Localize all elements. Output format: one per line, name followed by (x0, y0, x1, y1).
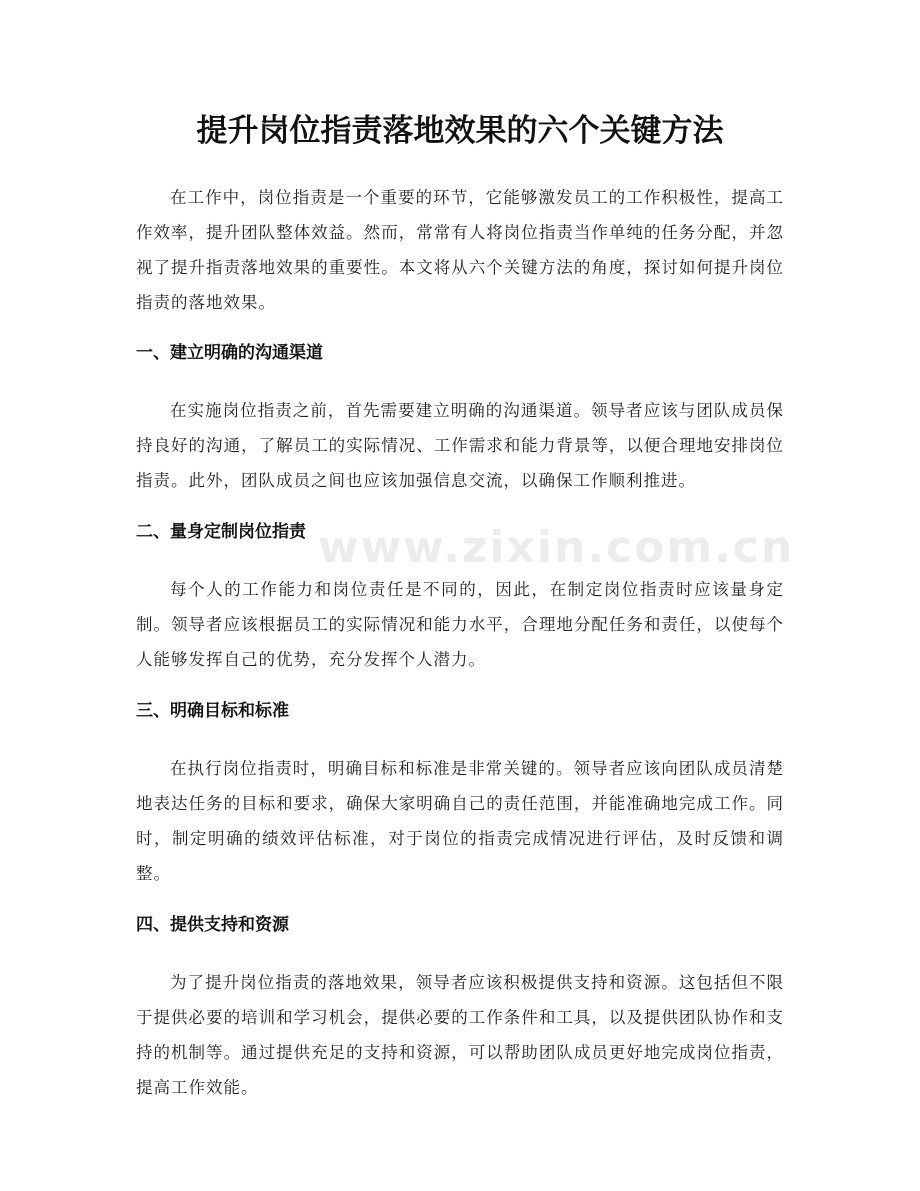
section-paragraph-3: 在执行岗位指责时，明确目标和标准是非常关键的。领导者应该向团队成员清楚地表达任务的目标和要求，确保大家明确自己的责任范围，并能准确地完成工作。同时，制定明确的绩效评估标准，对于岗位的指责完成情况进行评估，及时反馈和调整。 (136, 759, 784, 883)
section-heading-2: 二、量身定制岗位指责 (136, 522, 306, 542)
intro-paragraph: 在工作中，岗位指责是一个重要的环节，它能够激发员工的工作积极性，提高工作效率，提升团队整体效益。然而，常常有人将岗位指责当作单纯的任务分配，并忽视了提升指责落地效果的重要性。本文将从六个关键方法的角度，探讨如何提升岗位指责的落地效果。 (136, 188, 784, 312)
watermark: www.zixin.com.cn (318, 522, 795, 573)
document-title: 提升岗位指责落地效果的六个关键方法 (196, 113, 724, 149)
section-paragraph-2: 每个人的工作能力和岗位责任是不同的，因此，在制定岗位指责时应该量身定制。领导者应该根据员工的实际情况和能力水平，合理地分配任务和责任，以使每个人能够发挥自己的优势，充分发挥个人潜力。 (136, 580, 784, 669)
document-body (136, 180, 784, 1125)
section-heading-3: 三、明确目标和标准 (136, 701, 289, 721)
section-paragraph-4: 为了提升岗位指责的落地效果，领导者应该积极提供支持和资源。这包括但不限于提供必要的培训和学习机会，提供必要的工作条件和工具，以及提供团队协作和支持的机制等。通过提供充足的支持和资源，可以帮助团队成员更好地完成岗位指责，提高工作效能。 (136, 973, 784, 1097)
section-heading-1: 一、建立明确的沟通渠道 (136, 343, 323, 363)
section-paragraph-1: 在实施岗位指责之前，首先需要建立明确的沟通渠道。领导者应该与团队成员保持良好的沟通，了解员工的实际情况、工作需求和能力背景等，以便合理地安排岗位指责。此外，团队成员之间也应该加强信息交流，以确保工作顺利推进。 (136, 401, 784, 490)
section-heading-4: 四、提供支持和资源 (136, 915, 289, 935)
